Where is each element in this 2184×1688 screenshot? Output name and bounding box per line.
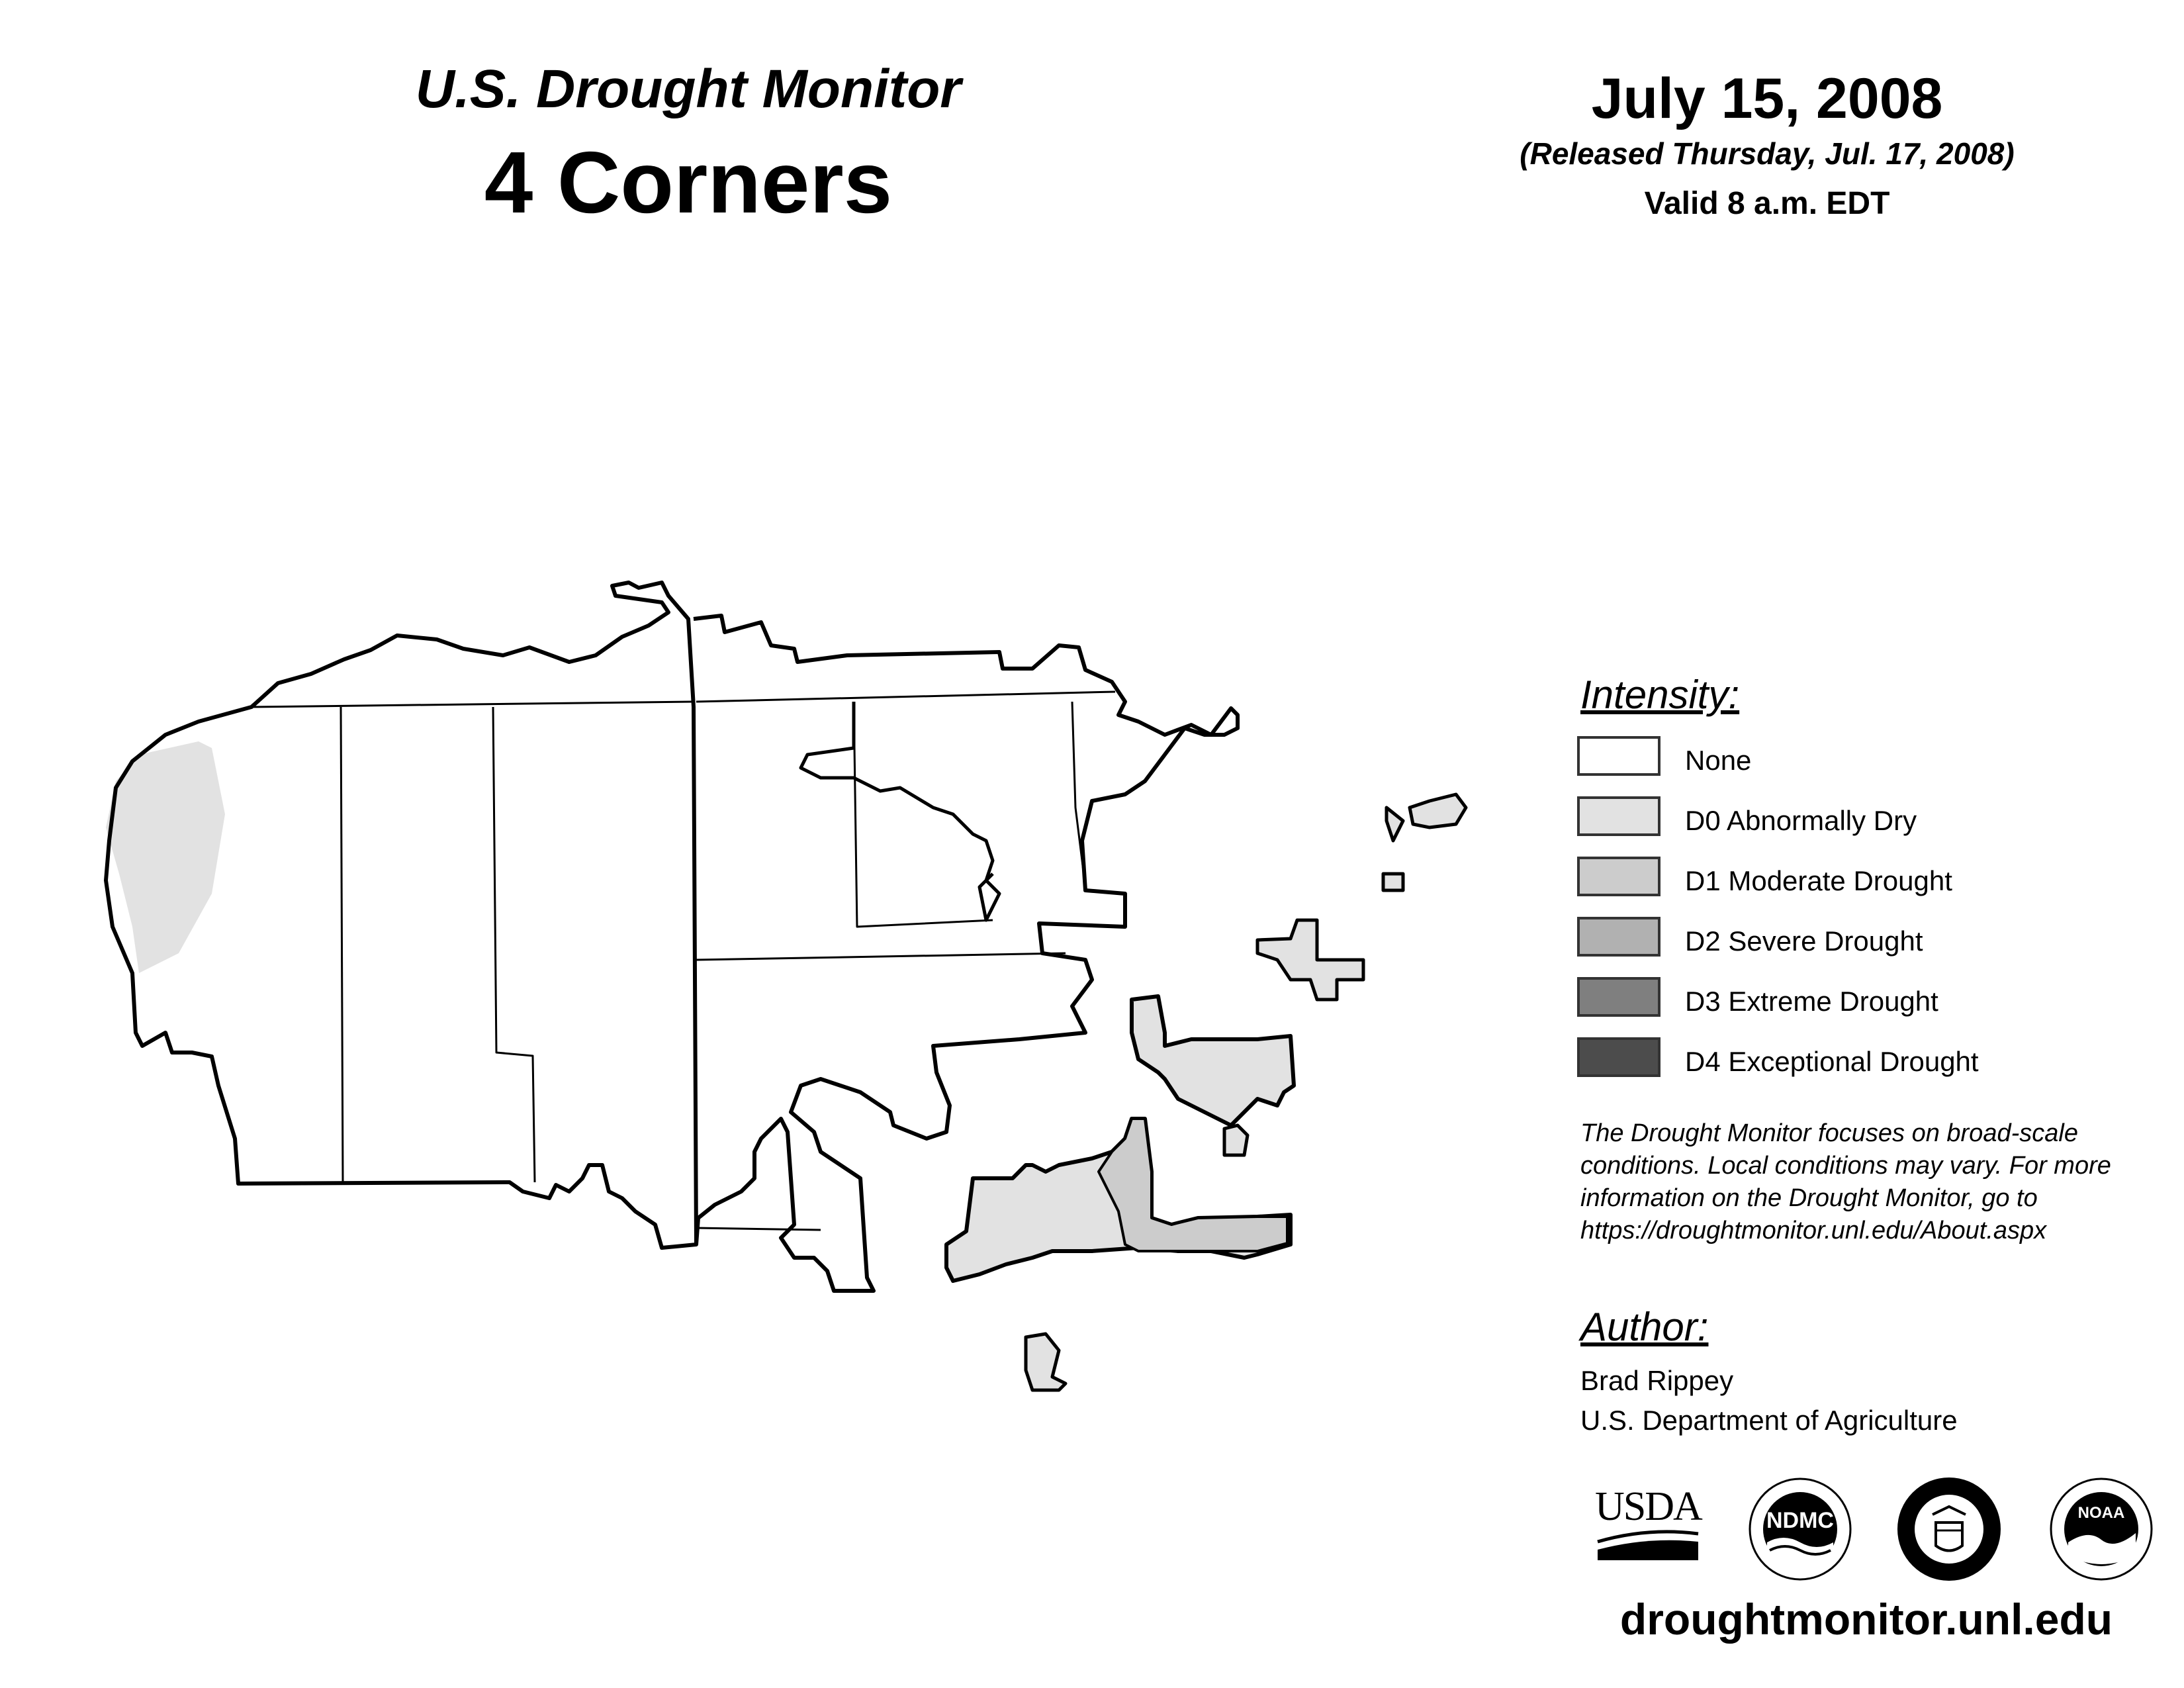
- disclaimer-link[interactable]: https://droughtmonitor.unl.edu/About.aspx: [1580, 1217, 2047, 1244]
- legend-swatch-d3: [1577, 977, 1661, 1017]
- noaa-logo-text: NOAA: [2077, 1504, 2125, 1522]
- legend-label-d1: D1 Moderate Drought: [1685, 865, 1952, 896]
- boundary-loop: [801, 702, 999, 920]
- disclaimer-line: information on the Drought Monitor, go to: [1580, 1184, 2038, 1212]
- county-line: [696, 1228, 821, 1230]
- d0-small-e: [1383, 874, 1403, 890]
- region-outline-east: [694, 616, 1238, 1291]
- usda-logo: [1595, 1486, 1701, 1562]
- map-title: U.S. Drought Monitor: [415, 59, 962, 119]
- region-title: 4 Corners: [484, 134, 893, 231]
- d1-area-southeast: [1099, 1119, 1287, 1251]
- d0-area-central: [1132, 996, 1294, 1125]
- author-agency: U.S. Department of Agriculture: [1580, 1405, 1958, 1436]
- doc-seal-logo: [1896, 1476, 2002, 1582]
- noaa-logo: [2048, 1476, 2154, 1582]
- county-line: [341, 707, 343, 1182]
- release-date: (Released Thursday, Jul. 17, 2008): [1520, 136, 2015, 171]
- legend-label-d2: D2 Severe Drought: [1685, 925, 1923, 957]
- author-name: Brad Rippey: [1580, 1365, 1734, 1396]
- legend-label-none: None: [1685, 745, 1752, 776]
- county-line: [251, 702, 694, 707]
- county-line: [854, 702, 993, 927]
- usda-logo-text: USDA: [1595, 1484, 1702, 1529]
- disclaimer-text: [1580, 1117, 2176, 1247]
- legend-swatch-d1: [1577, 857, 1661, 896]
- ndmc-logo: [1747, 1476, 1853, 1582]
- legend-swatch-d4: [1577, 1037, 1661, 1077]
- ndmc-logo-text: NDMC: [1766, 1508, 1834, 1533]
- county-line: [696, 953, 1066, 960]
- map-date: July 15, 2008: [1591, 67, 1943, 130]
- legend-swatch-d2: [1577, 917, 1661, 957]
- legend-label-d4: D4 Exceptional Drought: [1685, 1046, 1979, 1077]
- d0-small-c: [1410, 794, 1466, 827]
- disclaimer-line: The Drought Monitor focuses on broad-scale: [1580, 1119, 2078, 1147]
- county-line: [493, 707, 535, 1182]
- d0-small-d: [1387, 808, 1403, 841]
- d0-small-f: [1026, 1334, 1066, 1390]
- legend-label-d3: D3 Extreme Drought: [1685, 986, 1938, 1017]
- legend-swatch-none: [1577, 736, 1661, 776]
- author-heading: Author:: [1580, 1305, 1709, 1349]
- county-line: [696, 692, 1115, 702]
- legend-label-d0: D0 Abnormally Dry: [1685, 805, 1917, 836]
- legend-heading: Intensity:: [1580, 673, 1740, 717]
- d0-small-b: [1257, 920, 1363, 1000]
- legend-swatch-d0: [1577, 796, 1661, 836]
- disclaimer-line: conditions. Local conditions may vary. For more: [1580, 1152, 2111, 1180]
- valid-time: Valid 8 a.m. EDT: [1644, 186, 1890, 221]
- website-link[interactable]: droughtmonitor.unl.edu: [1619, 1595, 2113, 1644]
- usda-hill-icon: [1595, 1527, 1701, 1560]
- d0-small-a: [1224, 1125, 1248, 1155]
